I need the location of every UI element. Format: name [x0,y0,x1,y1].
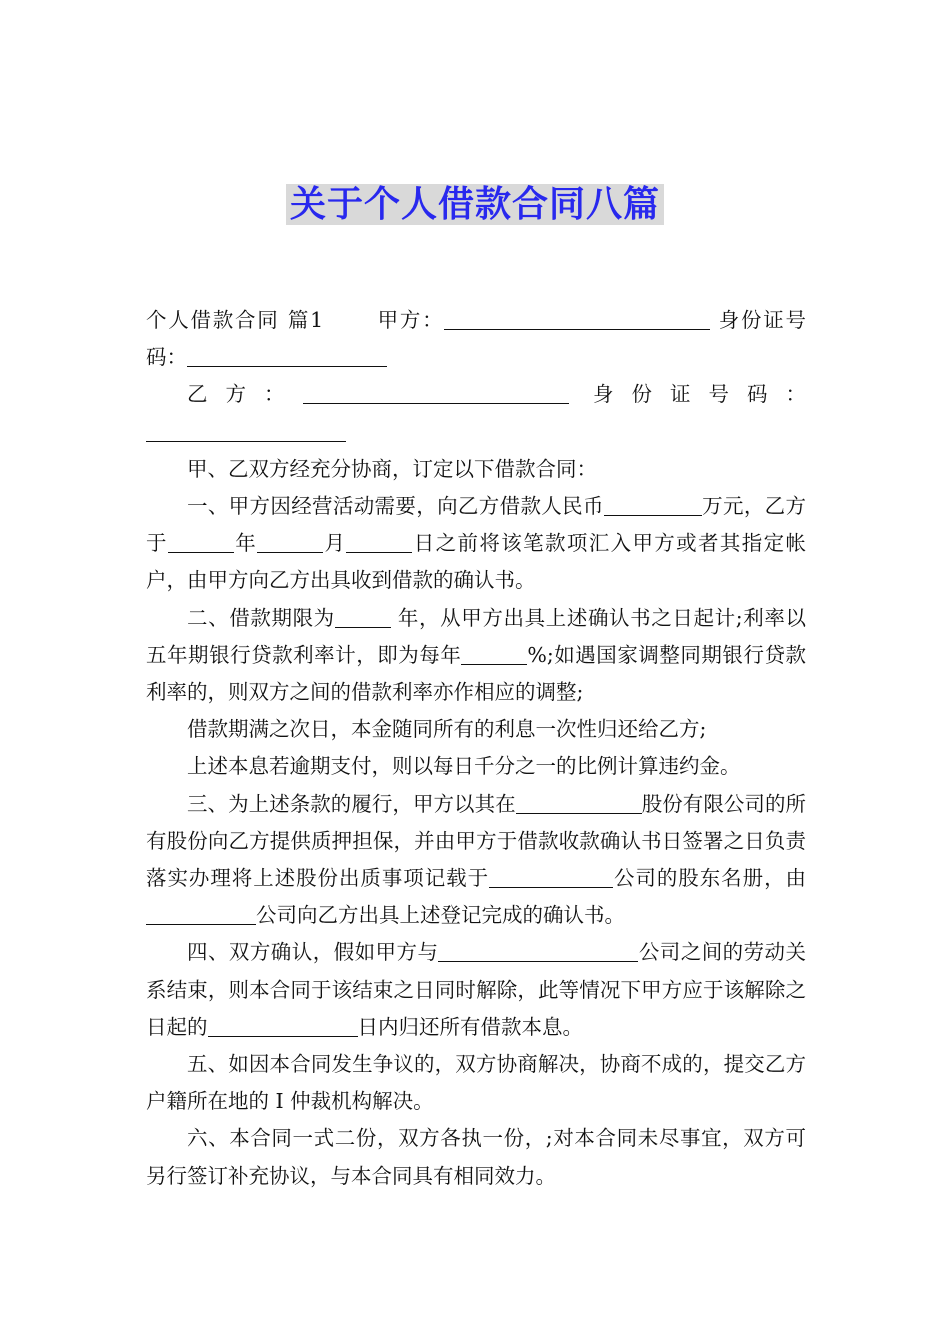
rate-blank [461,640,527,665]
company-blank-2 [489,863,613,888]
term-years-blank [335,603,391,628]
clause-3: 三、为上述条款的履行，甲方以其在 股份有限公司的所有股份向乙方提供质押担保，并由甲方于借款收款确认书日签署之日负责落实办理将上述股份出质事项记载于 公司的股东名册，由公司向乙方出具上述登记完成的确认书。 [146,786,806,935]
party-b-id-blank [146,417,346,442]
contract-body [146,302,806,1195]
penalty-paragraph: 上述本息若逾期支付，则以每日千分之一的比例计算违约金。 [187,754,741,779]
clause-4: 四、双方确认，假如甲方与 公司之间的劳动关系结束，则本合同于该结束之日同时解除，此等情况下甲方应于该解除之日起的 日内归还所有借款本息。 [146,934,806,1046]
party-b-name-blank [303,379,569,404]
intro-paragraph: 甲、乙双方经充分协商，订定以下借款合同： [187,456,597,481]
clause-5: 五、如因本合同发生争议的，双方协商解决，协商不成的，提交乙方户籍所在地的 I 仲裁机构解决。 [146,1052,806,1114]
employer-blank [438,937,638,962]
party-a-name-blank [444,305,710,330]
party-b-line: 乙方： 身份证号码： [146,376,806,450]
party-a-id-blank [187,342,387,367]
clause-1: 一、甲方因经营活动需要，向乙方借款人民币 万元，乙方于 年 月 日之前将该笔款项汇入甲方或者其指定帐户，由甲方向乙方出具收到借款的确认书。 [146,488,806,600]
month-blank [257,528,323,553]
document-title: 关于个人借款合同八篇 [0,176,950,227]
clause-2: 二、借款期限为 年，从甲方出具上述确认书之日起计;利率以五年期银行贷款利率计，即为每年 %;如遇国家调整同期银行贷款利率的，则双方之间的借款利率亦作相应的调整; [146,600,806,712]
maturity-paragraph: 借款期满之次日，本金随同所有的利息一次性归还给乙方; [187,717,707,742]
year-blank [168,528,234,553]
party-a-line: 个人借款合同 篇1 甲方： 身份证号码： [146,302,806,376]
clause-6: 六、本合同一式二份，双方各执一份，;对本合同未尽事宜，双方可另行签订补充协议，与本合同具有相同效力。 [146,1126,806,1188]
company-blank-3 [146,900,256,925]
day-blank [346,528,412,553]
days-blank [208,1012,358,1037]
amount-blank [604,491,702,516]
company-blank-1 [516,789,642,814]
